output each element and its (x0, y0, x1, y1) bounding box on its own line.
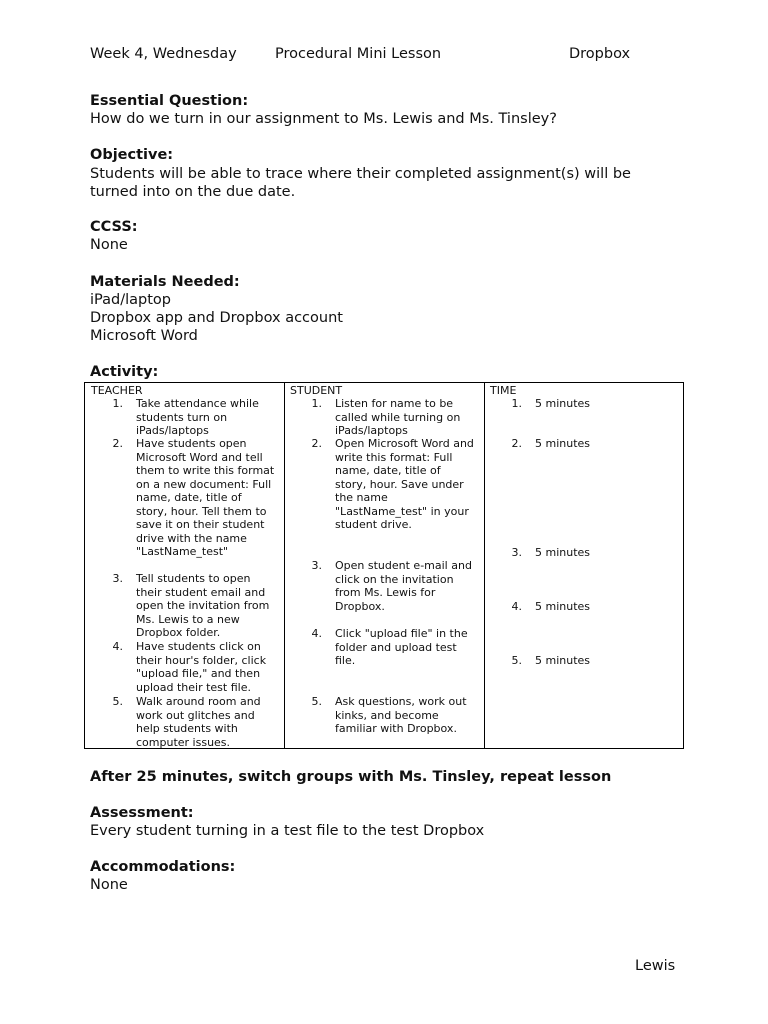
time-entry-number: 1. (511, 397, 522, 410)
materials-item: Microsoft Word (90, 328, 198, 344)
student-step-number: 1. (311, 397, 322, 410)
ccss-title: CCSS: (90, 219, 138, 235)
teacher-step-text: Have students open Microsoft Word and tell them to write this format on a new document: Full name, date, title of story, hour. Tell them to save it on their student drive with the name "LastName_test" (136, 437, 275, 558)
student-column-header: STUDENT (290, 384, 343, 397)
teacher-step-number: 3. (112, 572, 123, 585)
accommodations-title: Accommodations: (90, 859, 236, 875)
objective-title: Objective: (90, 147, 174, 163)
time-entry-text: 5 minutes (535, 437, 591, 450)
teacher-column-header: TEACHER (91, 384, 143, 397)
teacher-step-text: Tell students to open their student email and open the invitation from Ms. Lewis to a new Dropbox folder. (136, 572, 270, 639)
activity-table (84, 382, 684, 749)
student-step-text: Open student e-mail and click on the invitation from Ms. Lewis for Dropbox. (335, 559, 472, 613)
accommodations-text: None (90, 877, 128, 893)
objective-text: Students will be able to trace where their completed assignment(s) will be turned into on the due date. (90, 166, 631, 200)
assessment-text: Every student turning in a test file to the test Dropbox (90, 823, 485, 839)
teacher-column (85, 383, 285, 748)
student-step-text: Ask questions, work out kinks, and become familiar with Dropbox. (335, 695, 467, 735)
time-column-header: TIME (490, 384, 517, 397)
student-column (284, 383, 485, 748)
materials-item: Dropbox app and Dropbox account (90, 310, 343, 326)
student-step-text: Open Microsoft Word and write this format: Full name, date, title of story, hour. Save under the name "LastName_test" in your student drive. (335, 437, 474, 531)
teacher-step-number: 5. (112, 695, 123, 708)
switch-groups-note: After 25 minutes, switch groups with Ms. Tinsley, repeat lesson (90, 769, 612, 785)
activity-title: Activity: (90, 364, 159, 380)
assessment-title: Assessment: (90, 805, 194, 821)
header-topic: Dropbox (569, 46, 631, 62)
time-entry-text: 5 minutes (535, 546, 591, 559)
time-entry-number: 4. (511, 600, 522, 613)
student-step-number: 2. (311, 437, 322, 450)
time-entry-number: 2. (511, 437, 522, 450)
materials-title: Materials Needed: (90, 274, 240, 290)
materials-item: iPad/laptop (90, 292, 171, 308)
student-step-text: Listen for name to be called while turning on iPads/laptops (335, 397, 461, 437)
time-entry-number: 5. (511, 654, 522, 667)
teacher-step-text: Have students click on their hour's folder, click "upload file," and then upload their test file. (136, 640, 267, 694)
student-step-number: 3. (311, 559, 322, 572)
teacher-step-number: 1. (112, 397, 123, 410)
time-column (484, 383, 683, 748)
time-entry-text: 5 minutes (535, 397, 591, 410)
header-week: Week 4, Wednesday (90, 46, 237, 62)
time-entry-number: 3. (511, 546, 522, 559)
teacher-step-number: 4. (112, 640, 123, 653)
time-entry-text: 5 minutes (535, 600, 591, 613)
time-entry-text: 5 minutes (535, 654, 591, 667)
teacher-step-number: 2. (112, 437, 123, 450)
student-step-number: 4. (311, 627, 322, 640)
essential-question-title: Essential Question: (90, 93, 249, 109)
student-step-number: 5. (311, 695, 322, 708)
student-step-text: Click "upload file" in the folder and upload test file. (335, 627, 468, 667)
header-lesson-type: Procedural Mini Lesson (275, 46, 442, 62)
teacher-step-text: Take attendance while students turn on iPads/laptops (136, 397, 259, 437)
footer-author-name: Lewis (635, 958, 676, 974)
ccss-text: None (90, 237, 128, 253)
teacher-step-text: Walk around room and work out glitches and help students with computer issues. (136, 695, 261, 749)
essential-question-text: How do we turn in our assignment to Ms. Lewis and Ms. Tinsley? (90, 111, 557, 127)
